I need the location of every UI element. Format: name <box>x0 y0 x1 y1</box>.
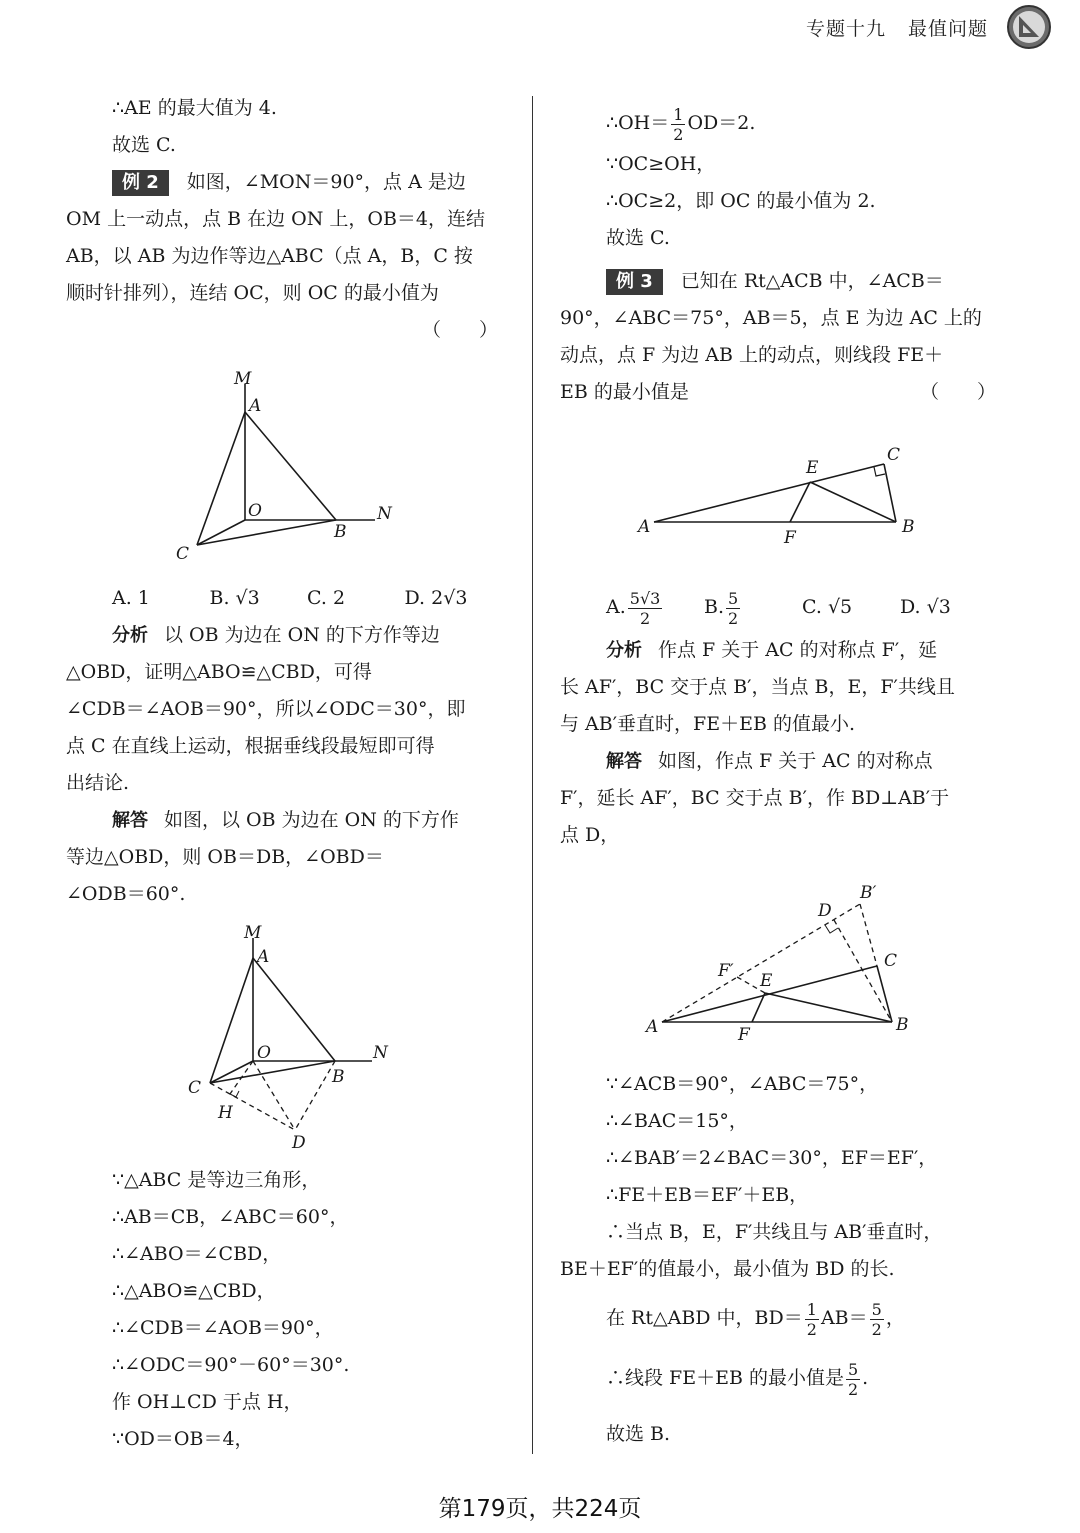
proof-line: ∴∠CDB＝∠AOB＝90°， <box>112 1317 334 1339</box>
fig3-label-e: E <box>806 458 819 478</box>
left-column <box>66 90 502 349</box>
text-line: △OBD，证明△ABO≌△CBD，可得 <box>66 661 372 683</box>
analysis-line: 分析 作点 F 关于 AC 的对称点 F′，延 <box>606 639 938 661</box>
fig1-label-c: C <box>176 544 190 564</box>
text-line: ∠CDB＝∠AOB＝90°，所以∠ODC＝30°，即 <box>66 698 466 720</box>
figure-1-triangle-diagram <box>170 362 410 567</box>
right-column-cont <box>560 582 996 854</box>
ruler-triangle-logo-icon <box>1006 4 1052 50</box>
fig2-label-n: N <box>373 1043 388 1063</box>
column-divider <box>532 96 533 1454</box>
text-line: ∠ODB＝60°. <box>66 883 186 905</box>
running-header <box>784 14 988 41</box>
text-line: EB 的最小值是 （ ） <box>560 374 996 411</box>
option-b: B. $\frac{5}{2}$ <box>704 588 739 628</box>
option-a: A. 1 <box>112 587 150 609</box>
text-line: 与 AB′垂直时，FE＋EB 的值最小. <box>560 713 856 735</box>
proof-line: ∴AB＝CB，∠ABC＝60°， <box>112 1206 349 1228</box>
figure-4-reflection-diagram <box>640 876 930 1046</box>
figure-2-construction-diagram <box>180 918 410 1158</box>
solution-line: 解答 如图，以 OB 为边在 ON 的下方作 <box>112 809 459 831</box>
fraction: $\frac{5}{2}$ <box>728 588 739 628</box>
fig1-label-m: M <box>234 369 252 389</box>
text-line: AB，以 AB 为边作等边△ABC（点 A，B，C 按 <box>66 245 473 267</box>
fraction: $\frac{1}{2}$ <box>673 104 684 144</box>
text-line: ∴AE 的最大值为 4. <box>112 97 277 119</box>
fig4-label-c: C <box>884 951 898 971</box>
proof-line: ∴∠BAC＝15°， <box>606 1110 748 1132</box>
proof-line: ∴FE＋EB＝EF′＋EB， <box>606 1184 809 1206</box>
text-line: 点 C 在直线上运动，根据垂线段最短即可得 <box>66 735 435 757</box>
fraction: $\frac{5}{2}$ <box>847 1359 859 1399</box>
fig1-label-o: O <box>248 501 262 521</box>
proof-line: ∵△ABC 是等边三角形， <box>112 1169 321 1191</box>
fig2-label-d: D <box>292 1133 306 1153</box>
example-2-line: 例 2 如图，∠MON＝90°，点 A 是边 <box>66 164 502 201</box>
fig4-label-b: B <box>896 1015 909 1035</box>
text-line: 90°，∠ABC＝75°，AB＝5，点 E 为边 AC 上的 <box>560 307 982 329</box>
solution-line: 解答 如图，作点 F 关于 AC 的对称点 <box>606 750 933 772</box>
answer-parentheses: （ ） <box>919 381 996 403</box>
proof-line: ∴∠BAB′＝2∠BAC＝30°，EF＝EF′， <box>606 1147 938 1169</box>
fig3-label-c: C <box>887 445 901 465</box>
fig2-label-a: A <box>257 947 270 967</box>
fig4-label-f: F <box>738 1025 750 1045</box>
fraction: $\frac{5}{2}$ <box>871 1299 882 1339</box>
text-line: 故选 C. <box>112 134 176 156</box>
option-d: D. 2√3 <box>404 587 468 609</box>
example-3-tag: 例 3 <box>606 269 663 295</box>
figure-3-right-triangle-diagram <box>630 440 930 550</box>
option-b: B. √3 <box>209 587 260 609</box>
option-c: C. 2 <box>307 587 346 609</box>
proof-line: ∵OD＝OB＝4， <box>112 1428 254 1450</box>
fig3-label-f: F <box>784 528 796 548</box>
text-line: F′，延长 AF′，BC 交于点 B′，作 BD⊥AB′于 <box>560 787 950 809</box>
answer-parentheses: （ ） <box>421 319 498 341</box>
proof-line: BE＋EF′的值最小，最小值为 BD 的长. <box>560 1258 895 1280</box>
page-number-footer: 第179页，共224页 <box>438 1496 642 1522</box>
fig4-label-d: D <box>818 901 832 921</box>
analysis-tag: 分析 <box>112 625 148 646</box>
analysis-line: 分析 以 OB 为边在 ON 的下方作等边 <box>112 624 440 646</box>
solution-tag: 解答 <box>112 810 148 831</box>
option-c: C. √5 <box>802 596 853 618</box>
fig2-label-o: O <box>257 1043 271 1063</box>
proof-line: ∴∠ABO＝∠CBD， <box>112 1243 282 1265</box>
proof-line: ∴OC≥2，即 OC 的最小值为 2. <box>606 190 876 212</box>
fig2-label-m: M <box>244 923 262 943</box>
text-line: 动点，点 F 为边 AB 上的动点，则线段 FE＋ <box>560 344 944 366</box>
proof-line-fraction: ∴OH＝ $\frac{1}{2}$ OD＝2. <box>606 104 756 144</box>
fig2-label-c: C <box>188 1078 202 1098</box>
right-column <box>560 100 996 411</box>
text-line: 出结论. <box>66 772 130 794</box>
fig4-label-a: A <box>646 1017 659 1037</box>
fig2-label-h: H <box>218 1103 233 1123</box>
fig3-label-a: A <box>638 517 651 537</box>
proof-line: 故选 C. <box>606 227 670 249</box>
proof-line-fraction: 在 Rt△ABD 中，BD＝ $\frac{1}{2}$ AB＝ $\frac{5}{2}$ ， <box>606 1299 905 1339</box>
fig1-label-a: A <box>249 396 262 416</box>
fig1-label-b: B <box>334 522 347 542</box>
fig4-label-b-prime: B′ <box>860 883 877 903</box>
fig4-label-e: E <box>760 971 773 991</box>
right-column-proof <box>560 1066 996 1453</box>
left-column-cont <box>66 580 502 913</box>
proof-line: ∵OC≥OH， <box>606 153 716 175</box>
fig4-label-f-prime: F′ <box>718 961 734 981</box>
answer-options <box>560 582 996 632</box>
text-line: 点 D， <box>560 824 620 846</box>
fig2-label-b: B <box>332 1067 345 1087</box>
fraction: $\frac{5√3}{2}$ <box>629 588 661 628</box>
fraction: $\frac{1}{2}$ <box>806 1299 817 1339</box>
example-3-line: 例 3 已知在 Rt△ACB 中，∠ACB＝ <box>560 263 996 300</box>
fig3-label-b: B <box>902 517 915 537</box>
proof-line: ∵∠ACB＝90°，∠ABC＝75°， <box>606 1073 879 1095</box>
proof-line: ∴∠ODC＝90°－60°＝30°. <box>112 1354 350 1376</box>
text-line: 等边△OBD，则 OB＝DB，∠OBD＝ <box>66 846 384 868</box>
option-a: A. $\frac{5√3}{2}$ <box>606 588 661 628</box>
left-column-proof <box>66 1162 502 1458</box>
proof-line: ∴△ABO≌△CBD， <box>112 1280 276 1302</box>
option-d: D. √3 <box>900 596 951 618</box>
analysis-tag: 分析 <box>606 640 642 661</box>
chapter-label: 专题十九 <box>805 18 886 40</box>
answer-options <box>66 580 502 617</box>
text-line: 顺时针排列），连结 OC，则 OC 的最小值为 <box>66 282 439 304</box>
example-2-tag: 例 2 <box>112 170 169 196</box>
proof-line-fraction: ∴线段 FE＋EB 的最小值是 $\frac{5}{2}$ . <box>606 1359 869 1399</box>
proof-line: ∴当点 B，E，F′共线且与 AB′垂直时， <box>606 1221 943 1243</box>
proof-line: 作 OH⊥CD 于点 H， <box>112 1391 303 1413</box>
text-line: 长 AF′，BC 交于点 B′，当点 B，E，F′共线且 <box>560 676 955 698</box>
section-title: 最值问题 <box>907 18 988 40</box>
fig1-label-n: N <box>377 504 392 524</box>
solution-tag: 解答 <box>606 751 642 772</box>
text-line: OM 上一动点，点 B 在边 ON 上，OB＝4，连结 <box>66 208 486 230</box>
proof-line: 故选 B. <box>606 1423 671 1445</box>
